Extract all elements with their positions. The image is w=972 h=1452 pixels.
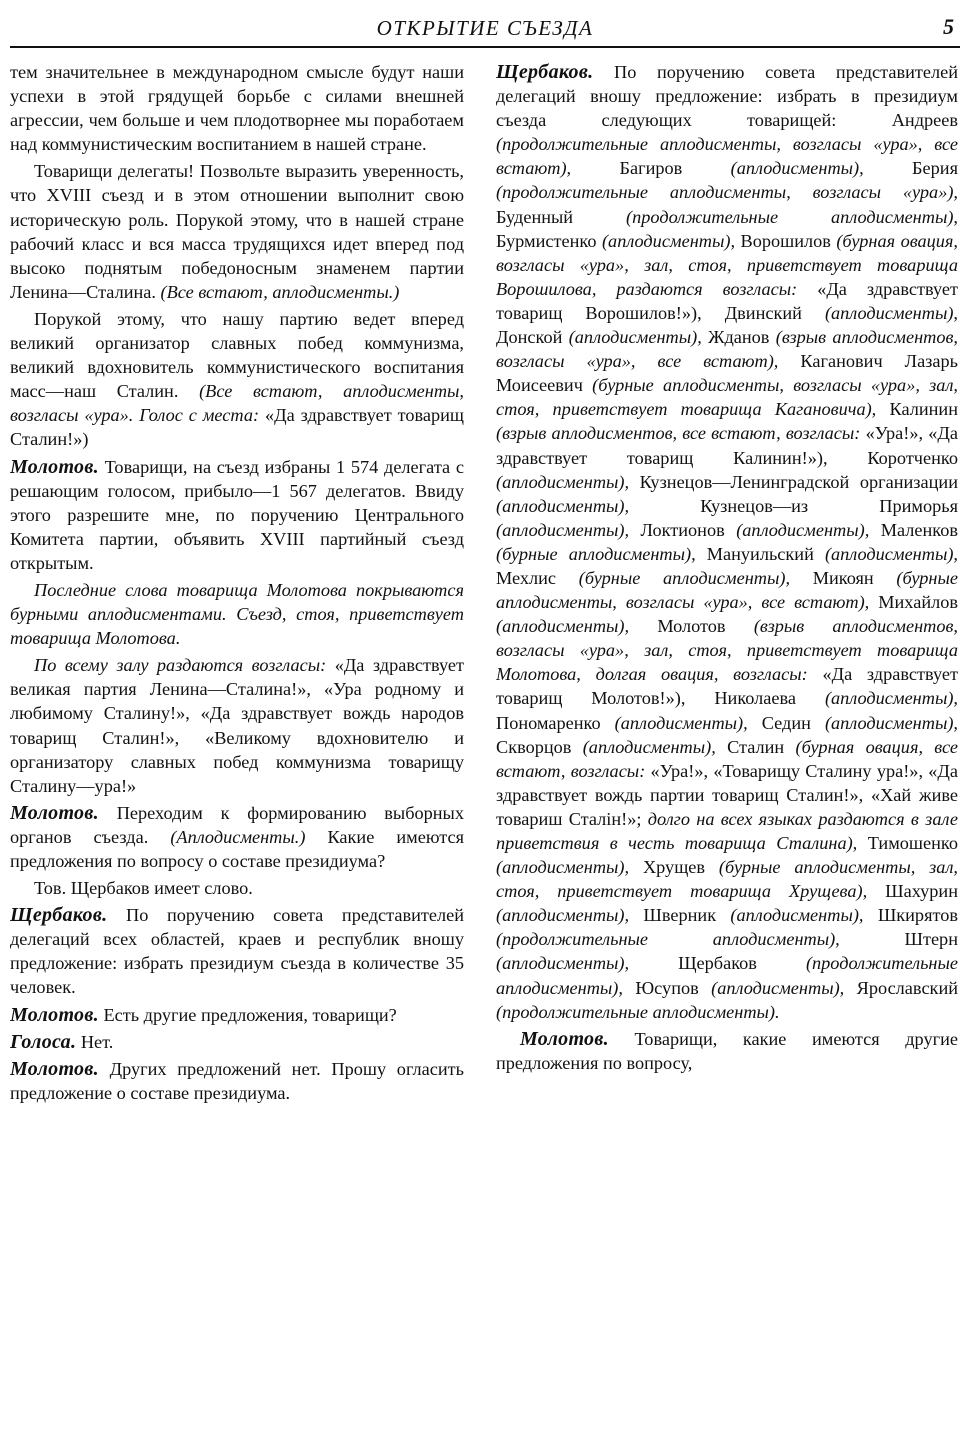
delegate-name: Тимошенко [867,833,958,853]
delegate-name: Берия [912,158,958,179]
stage-direction: (бурные аплодисменты), [578,567,791,588]
paragraph-text: «Да здравствует великая партия Ленина—Сталина!», «Ура родному и любимому Сталину!», «Да здравствует вождь народов товарищ Сталин!», «Великому вдохновителю и организатору славных побед коммунизма товарищу Сталину—ура!» [10,655,464,796]
speaker-name: Молотов. [10,801,99,824]
stage-direction: (аплодисменты), [496,495,630,516]
stage-direction: (продолжительные аплодисменты). [496,1001,780,1022]
stage-direction: (аплодисменты), [824,712,958,733]
delegate-name: Локтионов [640,519,725,540]
stage-direction: (аплодисменты), [614,712,748,733]
delegate-name: Коротченко [867,447,958,468]
stage-direction: (продолжительные аплодисменты), [496,929,840,950]
delegate-name: Калинин [889,399,958,420]
right-column [496,60,958,1446]
delegate-name: Шахурин [885,881,958,902]
speech-paragraph [496,1027,958,1075]
paragraph [10,653,464,798]
stage-direction: (взрыв аплодисментов, все встают, возгласы: [496,423,861,444]
delegate-name: Мануильский [706,543,814,564]
quote-text: «Да здравствует товарищ Ворошилов!»), [496,278,958,323]
stage-direction: (Все встают, аплодисменты, возгласы «ура». Голос с места: [10,381,464,426]
stage-direction: (бурная овация, все встают, возгласы: [496,736,958,781]
speech-paragraph [496,60,958,1024]
delegate-name: Кузнецов—из Приморья [700,495,958,516]
delegate-name: Ворошилов [740,230,831,251]
page-header [10,8,960,48]
delegate-name: Юсупов [635,977,699,998]
delegate-name: Микоян [812,567,874,588]
speaker-name: Щербаков. [10,904,108,927]
stage-direction: (аплодисменты), [601,230,736,251]
paragraph-text: Есть другие предложения, товарищи? [103,1004,397,1025]
stage-direction: (Все встают, аплодисменты.) [160,281,400,302]
paragraph-text: Какие имеются предложения по вопросу о составе президиума? [10,826,464,871]
stage-direction: (аплодисменты), [568,327,702,348]
speaker-name: Молотов. [10,1057,99,1080]
stage-direction: (аплодисменты), [496,905,630,926]
delegate-name: Хрущев [642,857,706,878]
speech-paragraph [10,1057,464,1105]
stage-direction: (продолжительные аплодисменты), [626,206,958,227]
delegate-name: Шкирятов [877,905,958,926]
stage-direction: (бурные аплодисменты, зал, стоя, приветствует товарища Хрущева), [496,857,958,902]
paragraph-text: Тов. Щербаков имеет слово. [34,878,253,899]
stage-direction: (аплодисменты), [496,616,630,637]
delegate-name: Ярославский [856,977,958,998]
stage-direction: (бурные аплодисменты), [496,543,696,564]
stage-paragraph [10,578,464,650]
stage-direction: (аплодисменты), [496,857,630,878]
delegate-name: Сталин [727,736,785,757]
delegate-name: Кузнецов—Ленинградской организации [639,471,958,492]
quote-text: «Да здравствует товарищ Сталин!») [10,405,464,450]
delegate-name: Седин [761,712,811,733]
stage-direction: (взрыв аплодисментов, возгласы «ура», зал, стоя, приветствует товарища Молотова, долгая овация, возгласы: [496,616,958,685]
speech-paragraph [10,903,464,999]
stage-direction: (аплодисменты), [824,543,958,564]
left-column [10,60,464,1446]
delegate-name: Михайлов [878,592,958,613]
delegate-name: Николаева [714,688,797,709]
speaker-name: Щербаков. [496,61,594,83]
paragraph [10,876,464,900]
speaker-name: Голоса. [10,1030,77,1053]
running-title: ОТКРЫТИЕ СЪЕЗДА [376,16,594,40]
speaker-name: Молотов. [520,1027,609,1050]
delegate-name: Буденный [496,206,574,227]
stage-direction: (аплодисменты), [496,471,630,492]
delegate-name: Штерн [904,929,958,950]
stage-direction: Последние слова товарища Молотова покрываются бурными аплодисментами. Съезд, стоя, приветствует товарища Молотова. [10,579,464,649]
speech-paragraph [10,455,464,575]
delegate-name: Маленков [880,519,958,540]
delegate-name: Донской [496,327,563,348]
delegate-name: Молотов [657,616,726,637]
delegate-name: Пономаренко [496,712,601,733]
paragraph [10,307,464,452]
stage-direction: (аплодисменты), [582,736,716,757]
stage-direction: (Аплодисменты.) [170,826,306,847]
paragraph-text: Товарищи, на съезд избраны 1 574 делегата с решающим голосом, прибыло—1 567 делегатов. Ввиду этого разрешите мне, по поручению Центрального Комитета партии, объявить XVIII партийный съезд открытым. [10,456,464,573]
quote-text: «Да здравствует товарищ Молотов!»), [496,664,958,709]
delegate-name: Двинский [724,302,802,323]
stage-direction: (продолжительные аплодисменты), [496,953,958,998]
paragraph-text: Товарищи, какие имеются другие предложения по вопросу, [496,1028,958,1073]
paragraph-text: По поручению совета представителей делегаций всех областей, краев и республик вношу предложение: избрать президиум съезда в количестве 35 человек. [10,905,464,998]
speech-paragraph [10,1030,464,1054]
paragraph-text: По поручению совета представителей делегаций вношу предложение: избрать в президиум съезда следующих товарищей: [496,62,958,131]
paragraph-text: Товарищи делегаты! Позвольте выразить уверенность, что XVIII съезд и в этом отношении выполнит свою историческую роль. Порукой этому, что в нашей стране рабочий класс и вся масса трудящихся идет вперед под высоко поднятым победоносным знаменем партии Ленина—Сталина. [10,161,464,302]
stage-direction: (аплодисменты), [711,977,845,998]
quote-text: «Ура!», «Да здравствует товарищ Калинин!»), [496,423,958,468]
stage-direction: (аплодисменты), [824,688,958,709]
paragraph-text: Нет. [80,1031,114,1052]
quote-text: «Ура!», «Товарищу Сталину ура!», «Да здравствует вождь партии товарищ Сталин!», «Хай живе товариш Сталін!»; [496,760,958,829]
stage-direction: (продолжительные аплодисменты, возгласы «ура», все встают), [496,134,958,179]
delegate-name: Мехлис [496,567,557,588]
stage-direction: По всему залу раздаются возгласы: [34,655,327,676]
stage-direction: (аплодисменты), [824,302,958,323]
speaker-name: Молотов. [10,455,99,478]
speech-paragraph [10,1003,464,1027]
delegate-name: Багиров [619,158,683,179]
stage-direction: (аплодисменты), [730,905,864,926]
stage-direction: (аплодисменты), [496,519,630,540]
paragraph-text: Порукой этому, что нашу партию ведет вперед великий организатор славных побед коммунизма, великий вдохновитель коммунистического воспитания масс—наш Сталин. [10,308,464,402]
stage-direction: (аплодисменты), [736,519,870,540]
speech-paragraph [10,801,464,873]
delegate-name: Жданов [708,327,770,348]
delegate-name: Скворцов [496,736,572,757]
delegate-name: Каганович Лазарь Моисеевич [496,351,958,396]
stage-direction: долго на всех языках раздаются в зале приветствия в честь товарища Сталина), [496,808,958,853]
speaker-name: Молотов. [10,1003,99,1026]
stage-direction: (бурные аплодисменты, возгласы «ура», зал, стоя, приветствует товарища Кагановича), [496,375,958,420]
delegate-name: Шверник [643,905,717,926]
paragraph-text: Переходим к формированию выборных органов съезда. [10,802,464,847]
stage-direction: (аплодисменты), [496,953,630,974]
paragraph-text: тем значительнее в международном смысле будут наши успехи в этой грядущей борьбе с силами внешней агрессии, чем больше и чем плодотворнее мы поработаем над коммунистическим воспитанием в нашей стране. [10,62,464,155]
delegate-name: Андреев [891,110,958,131]
paragraph [10,159,464,304]
stage-direction: (бурная овация, возгласы «ура», зал, стоя, приветствует товарища Ворошилова, раздаются возгласы: [496,230,958,299]
delegate-name: Щербаков [678,953,757,974]
stage-direction: (взрыв аплодисментов, возгласы «ура», все встают), [496,327,958,372]
stage-direction: (аплодисменты), [730,158,864,179]
paragraph [10,60,464,156]
stage-direction: (бурные аплодисменты, возгласы «ура», все встают), [496,567,958,613]
stage-direction: (продолжительные аплодисменты, возгласы «ура»), [496,182,958,203]
paragraph-text: Других предложений нет. Прошу огласить предложение о составе президиума. [10,1058,464,1103]
page-number: 5 [943,14,954,39]
delegate-name: Бурмистенко [496,230,597,251]
